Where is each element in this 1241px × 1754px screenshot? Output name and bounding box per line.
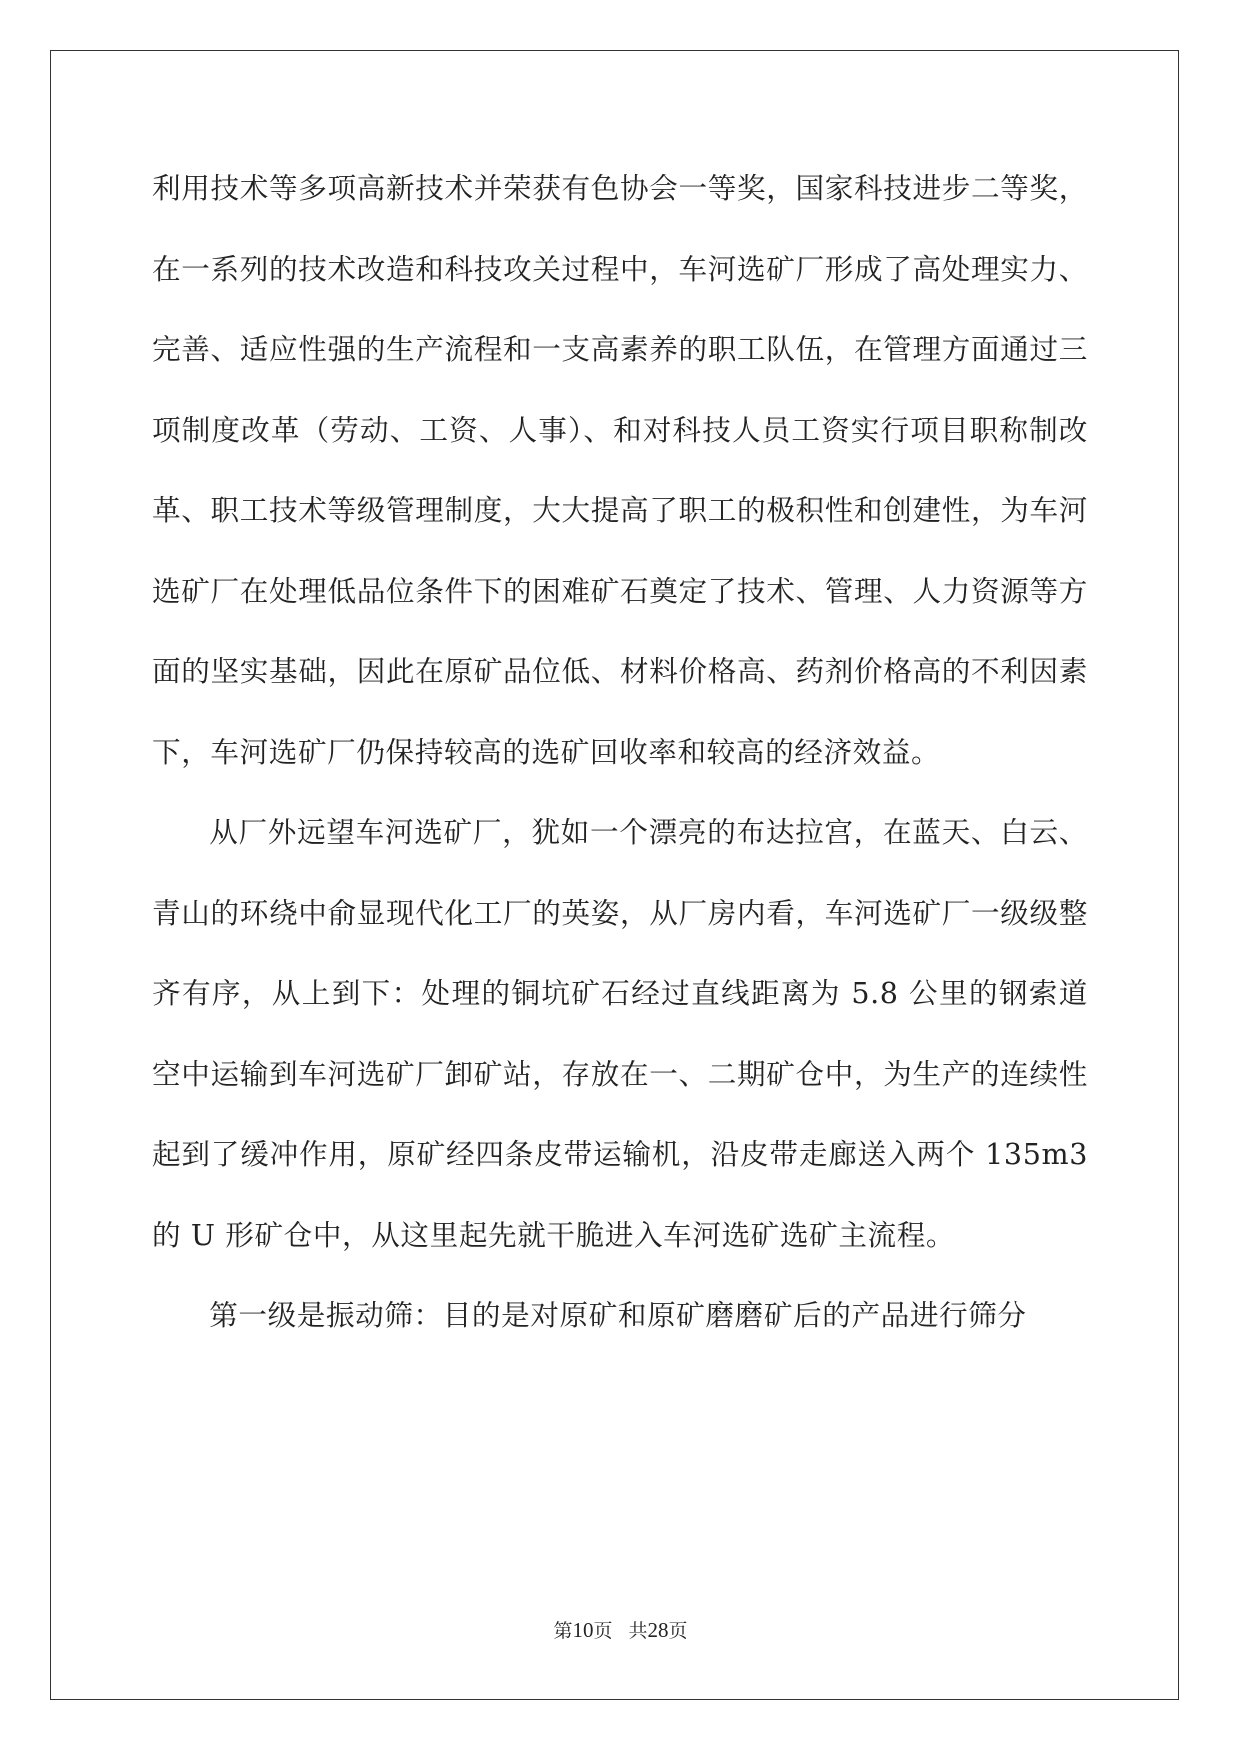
total-page-count: 28 [647,1618,669,1642]
paragraph-2: 从厂外远望车河选矿厂，犹如一个漂亮的布达拉宫，在蓝天、白云、青山的环绕中俞显现代化工厂的英姿，从厂房内看，车河选矿厂一级级整齐有序，从上到下：处理的铜坑矿石经过直线距离为 5.8 公里的钢索道空中运输到车河选矿厂卸矿站，存放在一、二期矿仓中，为生产的连续性起到了缓冲作用，原矿经四条皮带运输机，沿皮带走廊送入两个 135m3 的 U 形矿仓中，从这里起先就干脆进入车河选矿选矿主流程。 [152,815,1088,1252]
total-prefix: 共 [628,1621,648,1642]
document-body [152,148,1088,1356]
page-footer [0,1616,1241,1643]
total-unit: 页 [668,1621,688,1642]
page-unit: 页 [593,1621,613,1642]
paragraph-3: 第一级是振动筛：目的是对原矿和原矿磨磨矿后的产品进行筛分 [209,1298,1027,1332]
paragraph-1: 利用技术等多项高新技术并荣获有色协会一等奖，国家科技进步二等奖，在一系列的技术改造和科技攻关过程中，车河选矿厂形成了高处理实力、完善、适应性强的生产流程和一支高素养的职工队伍，在管理方面通过三项制度改革（劳动、工资、人事）、和对科技人员工资实行项目职称制改革、职工技术等级管理制度，大大提高了职工的极积性和创建性，为车河选矿厂在处理低品位条件下的困难矿石奠定了技术、管理、人力资源等方面的坚实基础，因此在原矿品位低、材料价格高、药剂价格高的不利因素下，车河选矿厂仍保持较高的选矿回收率和较高的经济效益。 [152,171,1088,769]
page-prefix: 第 [553,1621,573,1642]
current-page-number: 10 [572,1618,594,1642]
